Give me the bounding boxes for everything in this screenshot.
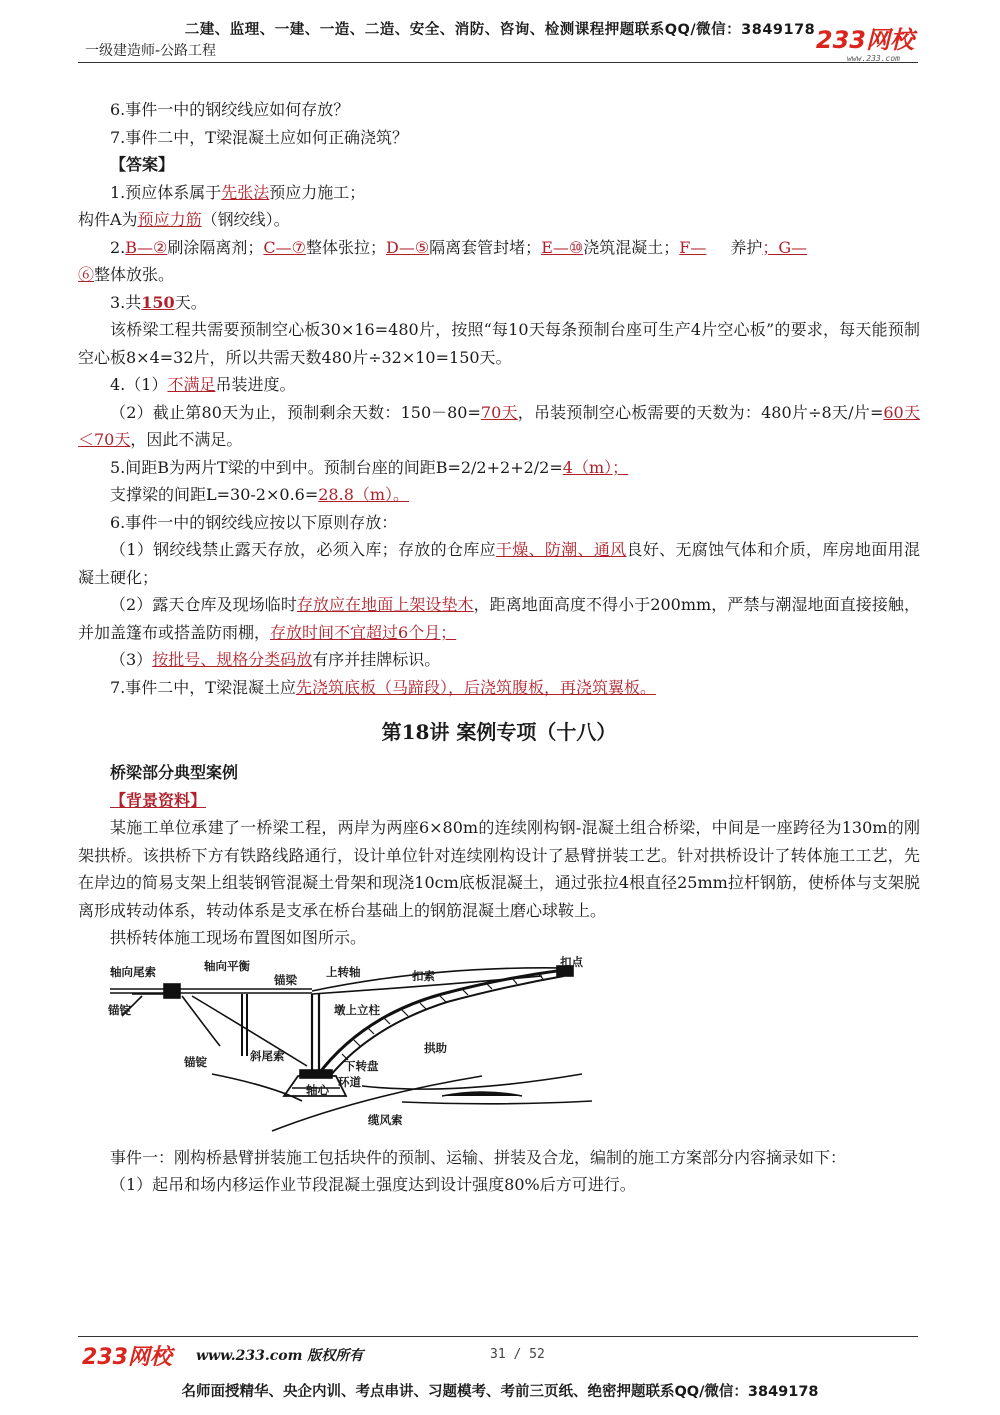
text: （3） <box>110 650 153 669</box>
text: 预应力施工； <box>269 182 366 202</box>
answer-6-3 <box>78 646 920 674</box>
label-buckle-point: 扣点 <box>560 954 583 969</box>
text: ，因此不满足。 <box>130 430 243 449</box>
answer-highlight: 不满足 <box>167 375 216 394</box>
answer-2 <box>78 234 920 262</box>
lecture-title: 第18讲 案例专项（十八） <box>381 720 617 744</box>
page-number: 31 / 52 <box>490 1347 545 1362</box>
text: 1.预应体系属于 <box>110 182 222 202</box>
event-1-item-1: （1）起吊和场内移运作业节段混凝土强度达到设计强度80%后方可进行。 <box>110 1175 636 1194</box>
text: 7.事件二中，T梁混凝土应 <box>110 677 296 697</box>
answer-6-2 <box>78 591 920 646</box>
answer-highlight: C—⑦ <box>263 237 306 257</box>
text: 浇筑混凝土； <box>583 237 680 257</box>
text: （钢绞线）。 <box>201 210 290 229</box>
answer-highlight: 存放时间不宜超过6个月； <box>270 622 457 642</box>
answer-highlight: 按批号、规格分类码放 <box>152 650 313 669</box>
label-axial-balance: 轴向平衡 <box>204 958 250 973</box>
answer-4 <box>78 371 920 399</box>
answer-1b <box>78 206 920 234</box>
answer-highlight: 先张法 <box>221 182 270 202</box>
answer-7 <box>78 674 920 702</box>
text: 良好、无腐蚀气体和介质，库房地面用混凝土硬化； <box>78 540 920 587</box>
text: 整体张拉； <box>305 237 386 257</box>
label-anchor-1: 锚锭 <box>108 1002 131 1017</box>
answer-highlight: 60天＜70天 <box>78 402 920 449</box>
label-upper-pivot: 上转轴 <box>326 964 361 979</box>
text: 3.共 <box>110 292 142 312</box>
question-6: 6.事件一中的钢绞线应如何存放？ <box>110 100 350 119</box>
answer-2-cont <box>78 261 920 289</box>
answer-3 <box>78 289 920 317</box>
text: 5.间距B为两片T梁的中到中。预制台座的间距B=2/2+2+2/2= <box>110 457 563 477</box>
text: 有序并挂牌标识。 <box>312 650 441 669</box>
label-axial-tail-cable: 轴向尾索 <box>110 964 156 979</box>
label-pivot-core: 轴心 <box>306 1082 329 1097</box>
text: 刷涂隔离剂； <box>167 237 264 257</box>
label-diagonal-tail-cable: 斜尾索 <box>250 1048 285 1063</box>
text: ，吊装预制空心板需要的天数为：480片÷8天/片= <box>517 402 884 422</box>
text: 支撑梁的间距L=30-2×0.6= <box>110 485 319 504</box>
answer-highlight: D—⑤ <box>386 237 430 257</box>
answer-1 <box>78 179 920 207</box>
figure-intro: 拱桥转体施工现场布置图如图所示。 <box>110 928 367 947</box>
label-lower-turntable: 下转盘 <box>344 1058 379 1073</box>
answer-highlight: 预应力筋 <box>137 210 202 229</box>
answer-highlight: ⑥ <box>78 265 95 284</box>
header-logo: 233网校 <box>815 26 914 54</box>
label-ring-track: 环道 <box>338 1074 361 1089</box>
background-paragraph: 某施工单位承建了一桥梁工程，两岸为两座6×80m的连续刚构钢-混凝土组合桥梁，中间是一座跨径为130m的刚架拱桥。该拱桥下方有铁路线路通行，设计单位针对连续刚构设计了悬臂拼装工艺。针对拱桥设计了转体施工工艺，先在岸边的简易支架上组装钢管混凝土骨架和现浇10cm底板混凝土，通过张拉4根直径25mm拉杆钢筋，使桥体与支架脱离形成转动体系，转动体系是支承在桥台基础上的钢筋混凝土磨心球鞍上。 <box>78 818 920 920</box>
label-guy-cable: 缆风索 <box>368 1112 403 1127</box>
label-buckle-cable: 扣索 <box>412 968 435 983</box>
answer-highlight: 干燥、防潮、通风 <box>495 540 627 559</box>
answer-highlight: E—⑩ <box>541 237 584 257</box>
answer-highlight: 先浇筑底板（马蹄段），后浇筑腹板，再浇筑翼板。 <box>295 677 656 697</box>
text: （2）露天仓库及现场临时 <box>110 595 297 614</box>
answer-title: 【答案】 <box>110 155 175 174</box>
arch-bridge-rotation-diagram <box>102 956 602 1136</box>
text: 隔离套管封堵； <box>429 237 542 257</box>
text: 构件A为 <box>78 210 138 229</box>
answer-highlight: 28.8（m）。 <box>318 485 410 504</box>
event-1: 事件一：刚构桥悬臂拼装施工包括块件的预制、运输、拼装及合龙，编制的施工方案部分内容摘录如下： <box>110 1147 847 1167</box>
header-logo-url: www.233.com <box>847 54 900 63</box>
answer-highlight: ；G— <box>762 237 808 257</box>
background-heading: 【背景资料】 <box>110 790 207 810</box>
answer-5b <box>78 481 920 509</box>
footer-promo-line: 名师面授精华、央企内训、考点串讲、习题模考、考前三页纸、绝密押题联系QQ/微信：3849178 <box>181 1384 819 1400</box>
answer-highlight: F— <box>679 237 707 257</box>
header-subtitle: 一级建造师-公路工程 <box>85 43 217 59</box>
answer-highlight: 70天 <box>480 402 518 422</box>
diagram-drawing <box>102 956 602 1136</box>
footer-copyright: www.233.com 版权所有 <box>196 1348 364 1364</box>
footer-divider <box>78 1336 918 1337</box>
header-promo-line: 二建、监理、一建、一造、二造、安全、消防、咨询、检测课程押题联系QQ/微信：3849178 <box>184 22 816 38</box>
label-anchor-2: 锚锭 <box>184 1054 207 1069</box>
background-title <box>78 787 920 815</box>
answer-5 <box>78 454 920 482</box>
answer-4b <box>78 399 920 454</box>
anchor-block <box>164 984 180 998</box>
text: （2）截止第80天为止，预制剩余天数：150－80= <box>110 402 481 422</box>
text: ，距离地面高度不得小于200mm，严禁与潮湿地面直接接触，并加盖篷布或搭盖防雨棚， <box>78 595 920 642</box>
text: 整体放张。 <box>94 265 175 284</box>
text: 吊装进度。 <box>215 375 296 394</box>
answer-highlight: 存放应在地面上架设垫木 <box>296 595 474 614</box>
text: 4.（1） <box>110 375 168 394</box>
answer-highlight: 4（m）； <box>562 457 629 477</box>
section-title: 桥梁部分典型案例 <box>110 763 239 782</box>
label-pier-column: 墩上立柱 <box>334 1002 380 1017</box>
label-anchor-beam: 锚梁 <box>274 972 297 987</box>
answer-3-explanation: 该桥梁工程共需要预制空心板30×16=480片，按照“每10天每条预制台座可生产4片空心板”的要求，每天能预制空心板8×4=32片，所以共需天数480片÷32×10=150天。 <box>78 320 920 367</box>
answer-highlight: B—② <box>125 237 168 257</box>
text: 天。 <box>174 292 207 312</box>
question-7: 7.事件二中，T梁混凝土应如何正确浇筑？ <box>110 127 408 147</box>
document-body <box>78 96 920 1199</box>
answer-6-1 <box>78 536 920 591</box>
footer-logo: 233网校 <box>82 1345 172 1370</box>
header-divider <box>78 62 918 63</box>
text: 养护 <box>730 237 763 257</box>
text: 2. <box>110 237 126 257</box>
label-arch-rib: 拱助 <box>424 1040 447 1055</box>
text: （1）钢绞线禁止露天存放，必须入库；存放的仓库应 <box>110 540 496 559</box>
answer-highlight: 150 <box>141 292 175 312</box>
answer-6: 6.事件一中的钢绞线应按以下原则存放： <box>110 512 398 532</box>
